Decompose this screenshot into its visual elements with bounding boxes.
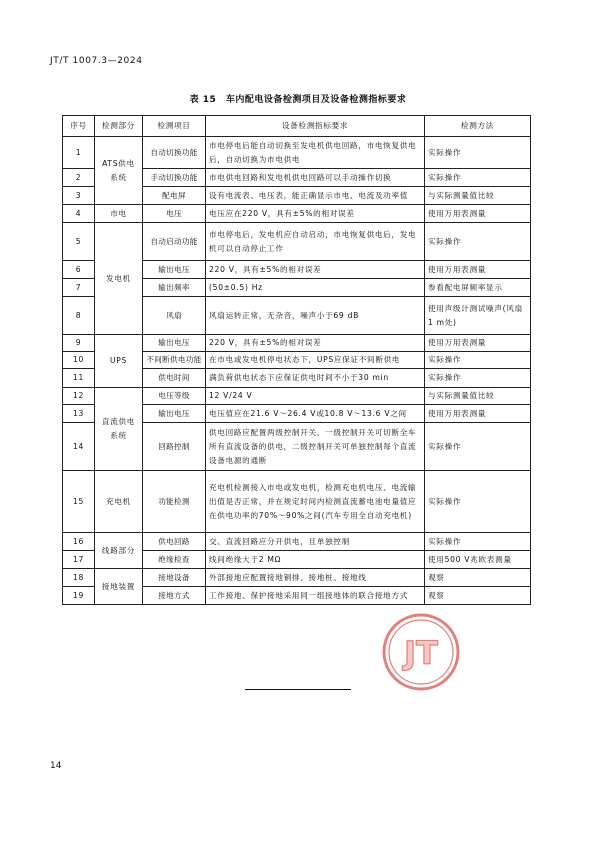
requirement: 220 V，具有±5%的相对误差 xyxy=(206,335,425,352)
item-name: 电压等级 xyxy=(143,388,206,405)
method: 观察 xyxy=(425,569,531,587)
item-name: 输出频率 xyxy=(143,279,206,297)
section-name: 市电 xyxy=(95,205,143,223)
row-number: 11 xyxy=(63,369,95,388)
table-row xyxy=(63,471,531,533)
item-name: 风扇 xyxy=(143,297,206,335)
section-name: UPS xyxy=(95,335,143,388)
row-number: 12 xyxy=(63,388,95,405)
row-number: 14 xyxy=(63,423,95,471)
item-name: 接地设备 xyxy=(143,569,206,587)
method: 实际操作 xyxy=(425,369,531,388)
method: 使用声级计测试噪声(风扇1 m处) xyxy=(425,297,531,335)
requirement: 电压应在220 V，具有±5%的相对误差 xyxy=(206,205,425,223)
section-name: 充电机 xyxy=(95,471,143,533)
item-name: 配电屏 xyxy=(143,187,206,205)
method: 实际操作 xyxy=(425,533,531,551)
requirement: 外部接地应配置接地铜排、接地桩、接地线 xyxy=(206,569,425,587)
method: 使用万用表测量 xyxy=(425,261,531,279)
row-number: 16 xyxy=(63,533,95,551)
method: 参看配电屏频率显示 xyxy=(425,279,531,297)
row-number: 2 xyxy=(63,169,95,187)
section-name: 发电机 xyxy=(95,223,143,335)
item-name: 输出电压 xyxy=(143,405,206,423)
requirement: 12 V/24 V xyxy=(206,388,425,405)
requirement: 工作接地、保护接地采用同一组接地体的联合接地方式 xyxy=(206,587,425,605)
requirement: 设有电流表、电压表，能正确显示市电、电流及功率值 xyxy=(206,187,425,205)
row-number: 7 xyxy=(63,279,95,297)
row-number: 10 xyxy=(63,352,95,369)
requirement: 市电停电后，发电机应自动启动，市电恢复供电后，发电机可以自动停止工作 xyxy=(206,223,425,261)
column-header-section: 检测部分 xyxy=(95,116,143,137)
page-number: 14 xyxy=(50,761,62,771)
method: 与实际测量值比较 xyxy=(425,187,531,205)
method: 实际操作 xyxy=(425,471,531,533)
column-header-requirement: 设备检测指标要求 xyxy=(206,116,425,137)
requirement: 线间绝缘大于2 MΩ xyxy=(206,551,425,569)
requirement: 供电回路应配置两级控制开关，一级控制开关可切断全车所有直流设备的供电，二级控制开关可单独控制每个直流设备电源的通断 xyxy=(206,423,425,471)
table-row xyxy=(63,335,531,352)
item-name: 电压 xyxy=(143,205,206,223)
column-header-method: 检测方法 xyxy=(425,116,531,137)
row-number: 4 xyxy=(63,205,95,223)
method: 使用500 V兆欧表测量 xyxy=(425,551,531,569)
method: 观察 xyxy=(425,587,531,605)
column-header-item: 检测项目 xyxy=(143,116,206,137)
item-name: 功能检测 xyxy=(143,471,206,533)
table-row xyxy=(63,388,531,405)
row-number: 18 xyxy=(63,569,95,587)
item-name: 绝缘检查 xyxy=(143,551,206,569)
row-number: 15 xyxy=(63,471,95,533)
item-name: 回路控制 xyxy=(143,423,206,471)
inspection-table xyxy=(62,115,531,605)
stamp-lettering: JT xyxy=(404,634,438,672)
requirement: 电压值应在21.6 V～26.4 V或10.8 V～13.6 V之间 xyxy=(206,405,425,423)
item-name: 供电时间 xyxy=(143,369,206,388)
section-name: 线路部分 xyxy=(95,533,143,569)
section-name: ATS供电系统 xyxy=(95,137,143,205)
item-name: 不间断供电功能 xyxy=(143,352,206,369)
row-number: 8 xyxy=(63,297,95,335)
requirement: 市电停电后能自动切换至发电机供电回路，市电恢复供电后，自动切换为市电供电 xyxy=(206,137,425,169)
row-number: 3 xyxy=(63,187,95,205)
requirement: 满负荷供电状态下应保证供电时间不小于30 min xyxy=(206,369,425,388)
jt-stamp-logo xyxy=(381,612,461,692)
row-number: 17 xyxy=(63,551,95,569)
table-header-row xyxy=(63,116,531,137)
requirement: 风扇运转正常，无杂音，噪声小于69 dB xyxy=(206,297,425,335)
method: 实际操作 xyxy=(425,352,531,369)
method: 实际操作 xyxy=(425,423,531,471)
method: 与实际测量值比较 xyxy=(425,388,531,405)
method: 使用万用表测量 xyxy=(425,205,531,223)
requirement: 220 V，具有±5%的相对误差 xyxy=(206,261,425,279)
end-of-table-divider xyxy=(245,689,351,690)
method: 实际操作 xyxy=(425,137,531,169)
column-header-no: 序号 xyxy=(63,116,95,137)
standard-code: JT/T 1007.3—2024 xyxy=(50,56,143,66)
requirement: 交、直流回路应分开供电，且单独控制 xyxy=(206,533,425,551)
row-number: 13 xyxy=(63,405,95,423)
section-name: 接地装置 xyxy=(95,569,143,605)
row-number: 6 xyxy=(63,261,95,279)
table-row xyxy=(63,569,531,587)
table-row xyxy=(63,533,531,551)
item-name: 手动切换功能 xyxy=(143,169,206,187)
method: 使用万用表测量 xyxy=(425,405,531,423)
row-number: 19 xyxy=(63,587,95,605)
method: 使用万用表测量 xyxy=(425,335,531,352)
row-number: 5 xyxy=(63,223,95,261)
method: 实际操作 xyxy=(425,169,531,187)
item-name: 供电回路 xyxy=(143,533,206,551)
table-row xyxy=(63,223,531,261)
row-number: 1 xyxy=(63,137,95,169)
table-row xyxy=(63,137,531,169)
item-name: 输出电压 xyxy=(143,335,206,352)
table-caption: 表 15 车内配电设备检测项目及设备检测指标要求 xyxy=(189,95,407,105)
requirement: (50±0.5) Hz xyxy=(206,279,425,297)
item-name: 自动切换功能 xyxy=(143,137,206,169)
requirement: 市电供电回路和发电机供电回路可以手动操作切换 xyxy=(206,169,425,187)
table-row xyxy=(63,205,531,223)
item-name: 接地方式 xyxy=(143,587,206,605)
item-name: 自动启动功能 xyxy=(143,223,206,261)
section-name: 直流供电系统 xyxy=(95,388,143,471)
method: 实际操作 xyxy=(425,223,531,261)
row-number: 9 xyxy=(63,335,95,352)
requirement: 在市电或发电机停电状态下，UPS应保证不间断供电 xyxy=(206,352,425,369)
item-name: 输出电压 xyxy=(143,261,206,279)
requirement: 充电机检测接入市电或发电机，检测充电机电压、电流输出值是否正常，并在规定时间内检测直流蓄电池电量值应在供电功率的70%～90%之间(汽车专用全自动充电机) xyxy=(206,471,425,533)
